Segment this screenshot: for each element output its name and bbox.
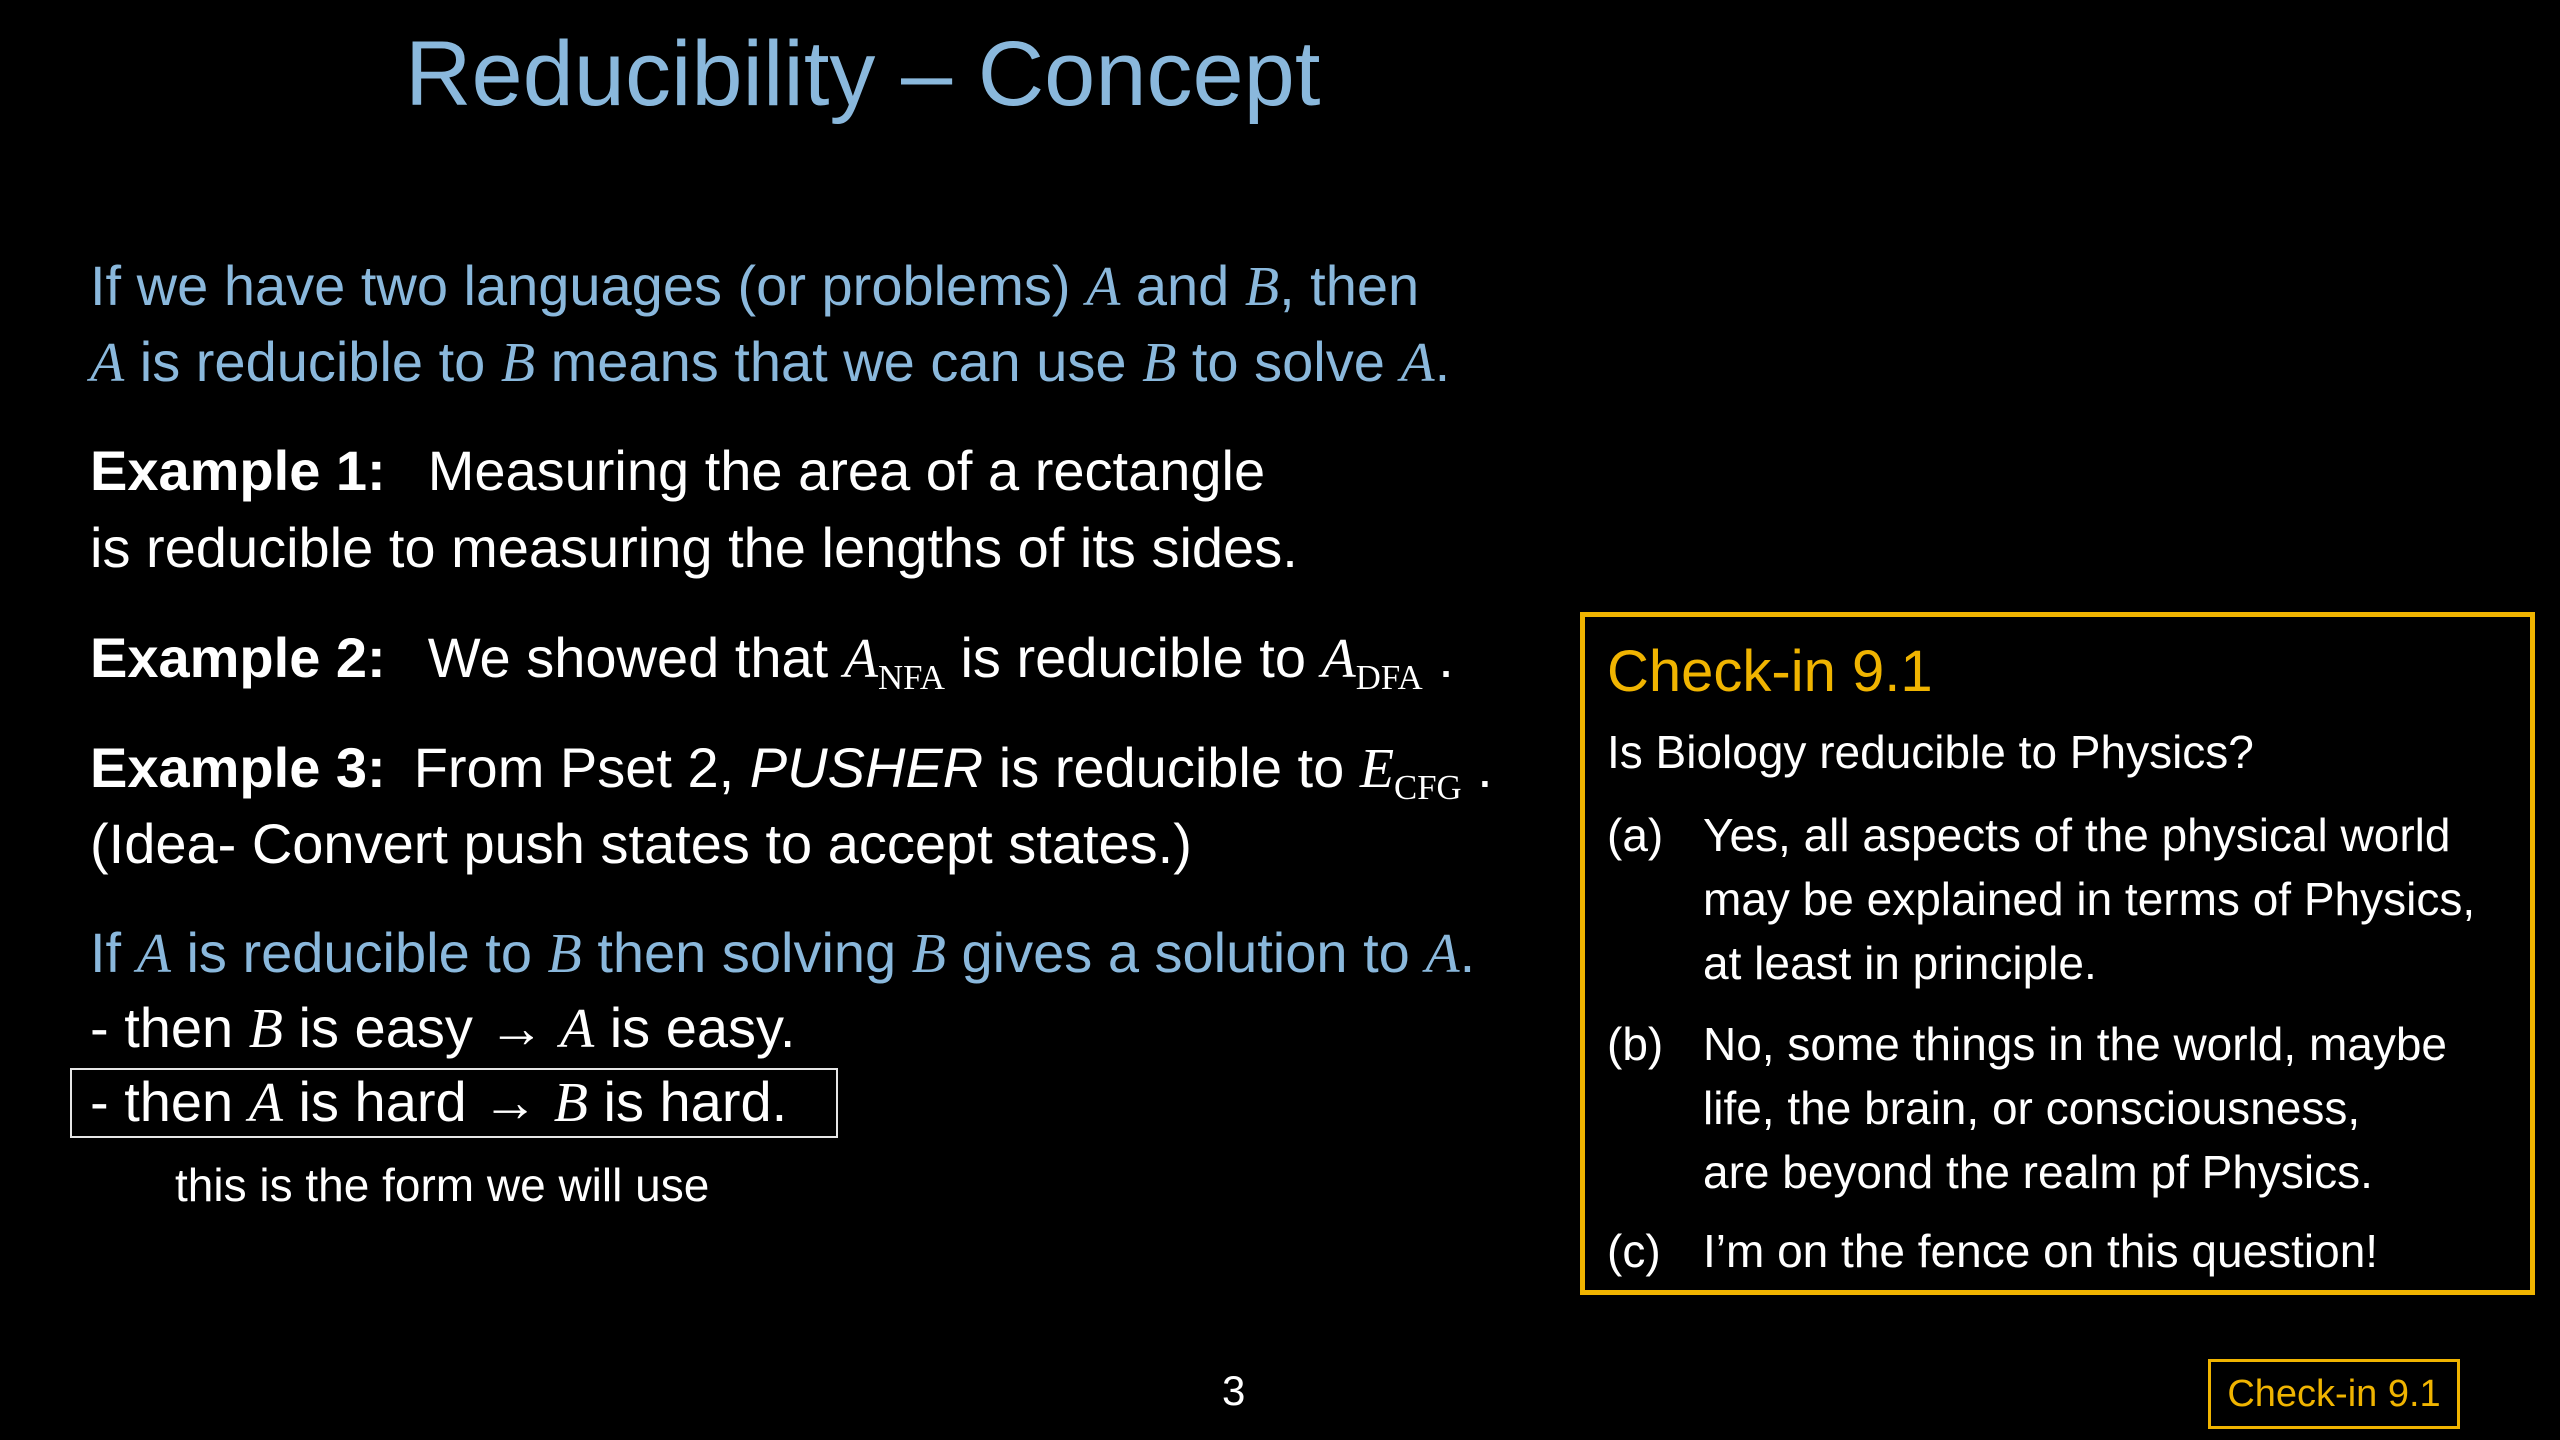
- easy-line: [90, 996, 796, 1060]
- easy-text: is easy →: [282, 996, 560, 1059]
- hard-text: is hard →: [282, 1070, 554, 1133]
- hard-line: [90, 1070, 788, 1134]
- intro-text: and: [1120, 254, 1245, 317]
- option-text: I’m on the fence on this question!: [1703, 1225, 2379, 1277]
- conclusion-text: is reducible to: [170, 921, 548, 984]
- example-3-label: Example 3:: [90, 736, 386, 799]
- option-letter: (c): [1607, 1225, 1661, 1277]
- var-a: A: [843, 628, 879, 690]
- intro-line-1: [90, 254, 1420, 318]
- intro-text: to solve: [1176, 330, 1401, 393]
- example-1-text: Measuring the area of a rectangle: [427, 439, 1266, 502]
- conclusion-text: .: [1459, 921, 1476, 984]
- example-1-label: Example 1:: [90, 439, 386, 502]
- checkin-panel: [1580, 612, 2535, 1295]
- example-2-text: is reducible to: [944, 626, 1322, 689]
- intro-text: If we have two languages (or problems): [90, 254, 1087, 317]
- var-a: A: [136, 923, 171, 985]
- example-3-idea: (Idea- Convert push states to accept states.): [90, 812, 1192, 875]
- var-a: A: [1425, 923, 1460, 985]
- intro-text: is reducible to: [124, 330, 501, 393]
- example-2-label: Example 2:: [90, 626, 386, 689]
- example-1-line-1: [90, 439, 1266, 502]
- example-3-text: .: [1461, 736, 1493, 799]
- var-b: B: [1142, 332, 1177, 394]
- subscript-dfa: DFA: [1355, 658, 1423, 698]
- var-a: A: [1321, 628, 1356, 690]
- hard-text: - then: [90, 1070, 249, 1133]
- option-letter: (b): [1607, 1018, 1664, 1070]
- var-b: B: [547, 923, 582, 985]
- var-a: A: [90, 332, 125, 394]
- slide-title: Reducibility – Concept: [405, 23, 1321, 125]
- easy-text: - then: [90, 996, 249, 1059]
- var-a: A: [1086, 256, 1121, 318]
- example-2-text: We showed that: [427, 626, 844, 689]
- hard-line-box: [70, 1068, 838, 1138]
- example-1-line-2: is reducible to measuring the lengths of its sides.: [90, 516, 1298, 579]
- easy-text: is easy.: [594, 996, 796, 1059]
- option-letter: (a): [1607, 809, 1664, 861]
- subscript-nfa: NFA: [878, 658, 945, 698]
- intro-line-2: [90, 330, 1451, 394]
- var-e: E: [1359, 738, 1395, 800]
- option-text: No, some things in the world, maybe life, the brain, or consciousness, are beyond the realm pf Physics.: [1703, 1018, 2448, 1198]
- var-b: B: [500, 332, 536, 394]
- var-b: B: [553, 1072, 588, 1134]
- option-text: Yes, all aspects of the physical world may be explained in terms of Physics, at least in principle.: [1703, 809, 2476, 989]
- intro-text: , then: [1279, 254, 1420, 317]
- var-b: B: [248, 998, 283, 1060]
- hard-text: is hard.: [587, 1070, 788, 1133]
- var-a: A: [248, 1072, 283, 1134]
- example-3-text: is reducible to: [983, 736, 1360, 799]
- var-a: A: [1400, 332, 1435, 394]
- conclusion-text: If: [90, 921, 137, 984]
- subscript-cfg: CFG: [1394, 768, 1462, 808]
- page-number: 3: [1222, 1367, 1246, 1414]
- example-2-text: .: [1422, 626, 1454, 689]
- form-note: this is the form we will use: [175, 1159, 710, 1211]
- example-2-line: [90, 626, 1454, 698]
- checkin-tag-button[interactable]: Check-in 9.1: [2208, 1359, 2460, 1429]
- conclusion-line: [90, 921, 1476, 985]
- example-3-line-1: [90, 736, 1493, 808]
- var-b: B: [911, 923, 946, 985]
- var-b: B: [1244, 256, 1280, 318]
- conclusion-text: then solving: [581, 921, 912, 984]
- intro-text: means that we can use: [535, 330, 1143, 393]
- intro-text: .: [1434, 330, 1451, 393]
- var-a: A: [559, 998, 595, 1060]
- example-3-text: From Pset 2,: [413, 736, 750, 799]
- conclusion-text: gives a solution to: [945, 921, 1426, 984]
- pusher-term: PUSHER: [749, 736, 984, 799]
- checkin-title: Check-in 9.1: [1607, 639, 1933, 704]
- checkin-question: Is Biology reducible to Physics?: [1607, 726, 2254, 778]
